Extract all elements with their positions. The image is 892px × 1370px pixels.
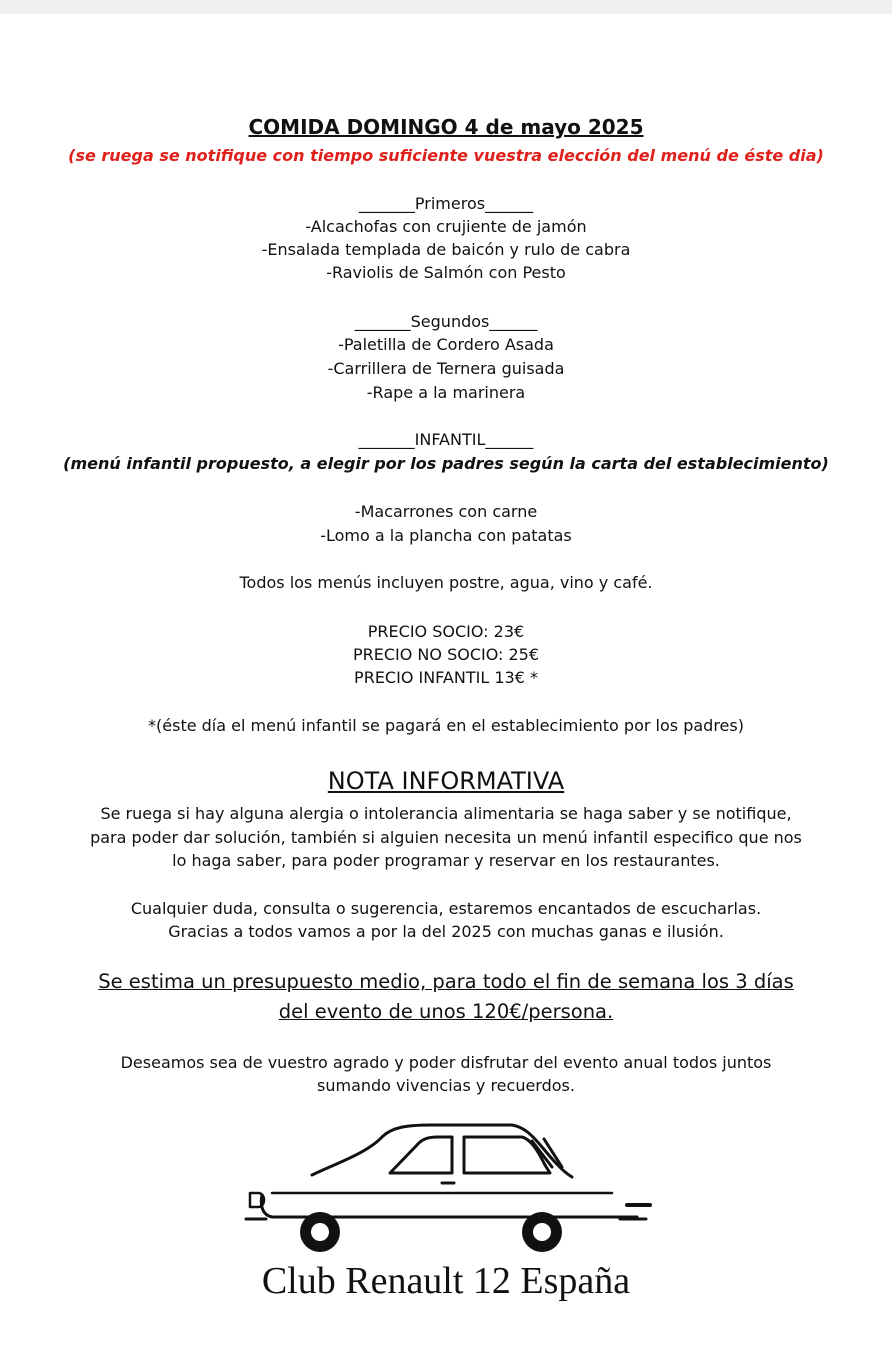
price-no-socio: PRECIO NO SOCIO: 25€ xyxy=(352,645,540,664)
nota-line: para poder dar solución, también si alguien necesita un menú infantil especifico que nos xyxy=(90,828,802,847)
price-socio: PRECIO SOCIO: 23€ xyxy=(367,622,525,641)
infantil-payment-note: *(éste día el menú infantil se pagará en el establecimiento por los padres) xyxy=(148,716,744,735)
closing-line: Deseamos sea de vuestro agrado y poder disfrutar del evento anual todos juntos xyxy=(120,1053,772,1072)
list-item: -Alcachofas con crujiente de jamón xyxy=(305,217,587,236)
list-item: -Paletilla de Cordero Asada xyxy=(338,335,554,354)
segundos-heading: _______Segundos______ xyxy=(354,312,538,331)
primeros-heading: _______Primeros______ xyxy=(358,194,534,213)
nota-line: Cualquier duda, consulta o sugerencia, estaremos encantados de escucharlas. xyxy=(130,899,762,918)
list-item: -Raviolis de Salmón con Pesto xyxy=(326,263,566,282)
list-item: -Ensalada templada de baicón y rulo de cabra xyxy=(261,240,631,259)
list-item: -Lomo a la plancha con patatas xyxy=(320,526,572,545)
selection-notice: (se ruega se notifique con tiempo suficiente vuestra elección del menú de éste dia) xyxy=(68,146,824,165)
includes-text: Todos los menús incluyen postre, agua, vino y café. xyxy=(239,573,653,592)
club-name: Club Renault 12 España xyxy=(261,1260,631,1302)
infantil-heading: _______INFANTIL______ xyxy=(358,430,534,449)
page-title: COMIDA DOMINGO 4 de mayo 2025 xyxy=(248,115,644,139)
nota-line: lo haga saber, para poder programar y reservar en los restaurantes. xyxy=(172,851,720,870)
nota-line: Gracias a todos vamos a por la del 2025 con muchas ganas e ilusión. xyxy=(168,922,724,941)
budget-line: del evento de unos 120€/persona. xyxy=(278,1000,614,1023)
infantil-note: (menú infantil propuesto, a elegir por los padres según la carta del establecimiento) xyxy=(63,454,829,473)
price-infantil: PRECIO INFANTIL 13€ * xyxy=(354,668,538,687)
closing-line: sumando vivencias y recuerdos. xyxy=(317,1076,575,1095)
budget-line: Se estima un presupuesto medio, para todo el fin de semana los 3 días xyxy=(98,970,794,993)
list-item: -Rape a la marinera xyxy=(366,383,526,402)
list-item: -Carrillera de Ternera guisada xyxy=(327,359,565,378)
list-item: -Macarrones con carne xyxy=(354,502,538,521)
nota-heading: NOTA INFORMATIVA xyxy=(327,767,565,795)
nota-line: Se ruega si hay alguna alergia o intolerancia alimentaria se haga saber y se notifique, xyxy=(100,804,792,823)
